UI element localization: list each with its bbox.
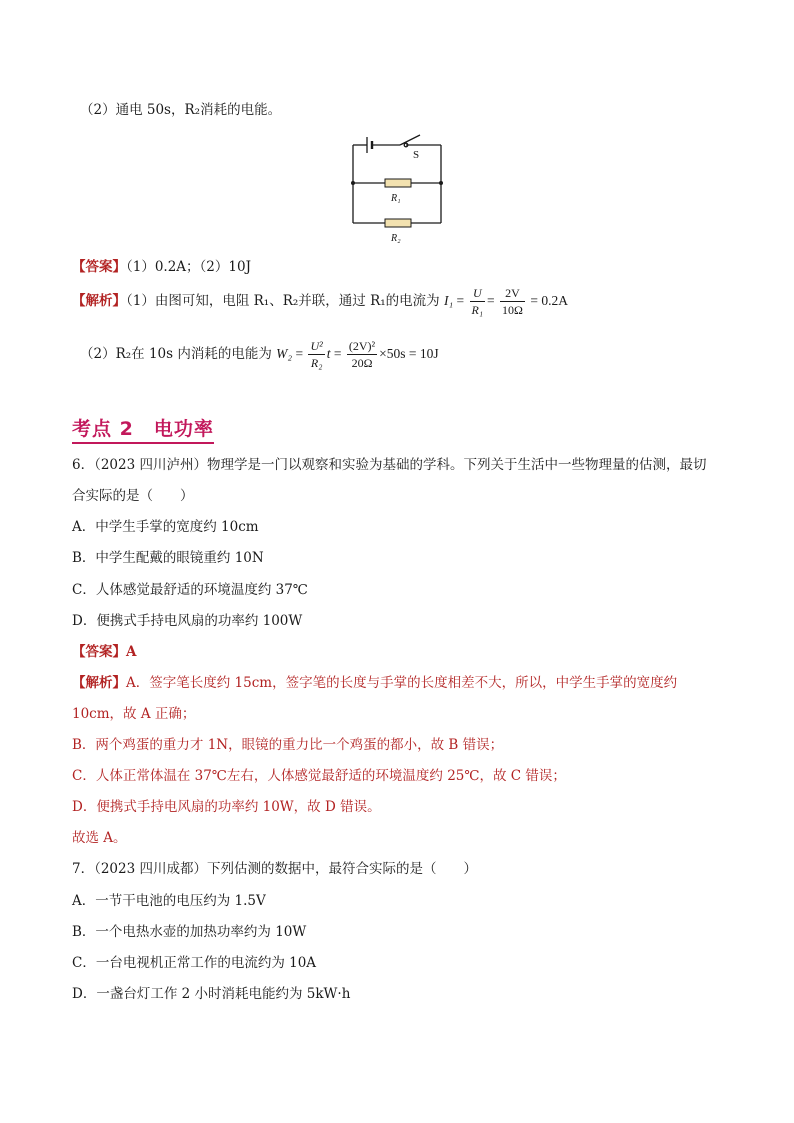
formula-eq: = (456, 293, 465, 308)
analysis1-formula: I₁ = $\frac{U}{\text{R₁}}$ = $\frac{2V}{10\Omega}$ = 0.2A (443, 286, 568, 318)
q6-analysis-tag: 【解析】 (72, 675, 126, 691)
q5-part2-text: （2）通电 50s，R₂消耗的电能。 (80, 102, 282, 118)
fraction-u2-r2: $\frac{\text{U²}}{\text{R₂}}$ (310, 339, 323, 371)
q6-analysis-line-4: C．人体正常体温在 37℃左右，人体感觉最舒适的环境温度约 25℃，故 C 错误； (72, 768, 566, 784)
q6-option-c: C．人体感觉最舒适的环境温度约 37℃ (72, 582, 308, 598)
circuit-diagram (345, 130, 455, 248)
fraction-u-r1: $\frac{U}{\text{R₁}}$ (471, 286, 484, 318)
fraction-values: $\frac{2V}{10\Omega}$ (502, 286, 523, 318)
formula-lhs: I₁ (443, 293, 454, 308)
q6-analysis-line-5: D．便携式手持电风扇的功率约 10W，故 D 错误。 (72, 799, 381, 815)
answer-text: （1）0.2A；（2）10J (126, 259, 251, 275)
fraction-values2: $\frac{\text{(2V)²}}{20\Omega}$ (348, 339, 376, 371)
formula2-tail: ×50s = 10J (379, 346, 439, 361)
q7-option-c: C．一台电视机正常工作的电流约为 10A (72, 955, 317, 971)
resistor-r2 (385, 219, 411, 227)
resistor-r1 (385, 179, 411, 187)
q6-answer-text: A (126, 644, 137, 660)
q7-option-d: D．一盏台灯工作 2 小时消耗电能约为 5kW·h (72, 986, 351, 1002)
q6-option-d: D．便携式手持电风扇的功率约 100W (72, 613, 303, 629)
q5-analysis1-line (72, 283, 568, 319)
analysis2-formula: W₂ = $\frac{\text{U²}}{\text{R₂}}$ t = $\frac{\text{(2V)²}}{20\Omega}$ ×50s = 10J (276, 339, 439, 371)
q6-option-b: B．中学生配戴的眼镜重约 10N (72, 550, 264, 566)
q6-option-a: A．中学生手掌的宽度约 10cm (72, 519, 259, 535)
junction-left (351, 181, 355, 185)
q6-analysis-line-2: 10cm，故 A 正确； (72, 706, 196, 722)
q6-analysis-line-3: B．两个鸡蛋的重力才 1N，眼镜的重力比一个鸡蛋的都小，故 B 错误； (72, 737, 504, 753)
r1-label: R₁ (391, 193, 401, 204)
analysis1-prefix: （1）由图可知，电阻 R₁、R₂并联，通过 R₁的电流为 (126, 293, 440, 309)
answer-tag: 【答案】 (72, 259, 126, 275)
switch-blade (400, 135, 420, 145)
analysis-tag: 【解析】 (72, 293, 126, 309)
section-title: 考点 2 电功率 (72, 414, 214, 444)
q5-answer-line (72, 257, 251, 277)
formula2-lhs: W₂ (276, 346, 293, 361)
q7-option-b: B．一个电热水壶的加热功率约为 10W (72, 924, 307, 940)
q6-analysis-line-1: 【解析】A．签字笔长度约 15cm，签字笔的长度与手掌的长度相差不大，所以，中学生手掌的宽度约 (72, 675, 678, 691)
switch-label: S (413, 149, 420, 161)
junction-right (439, 181, 443, 185)
q6-stem-2: 合实际的是（ ） (72, 488, 194, 504)
q6-stem-1: 6．（2023 四川泸州）物理学是一门以观察和实验为基础的学科。下列关于生活中一些物理量的估测，最切 (72, 457, 707, 473)
q7-stem: 7．（2023 四川成都）下列估测的数据中，最符合实际的是（ ） (72, 861, 477, 877)
q6-conclusion: 故选 A。 (72, 830, 127, 846)
q6-answer-tag: 【答案】 (72, 644, 126, 660)
q5-analysis2-line (80, 335, 439, 373)
r2-label: R₂ (391, 233, 401, 244)
q6-answer-line (72, 642, 136, 662)
q7-option-a: A．一节干电池的电压约为 1.5V (72, 893, 266, 909)
formula-result: = 0.2A (530, 293, 568, 308)
analysis2-prefix: （2）R₂在 10s 内消耗的电能为 (80, 346, 272, 362)
